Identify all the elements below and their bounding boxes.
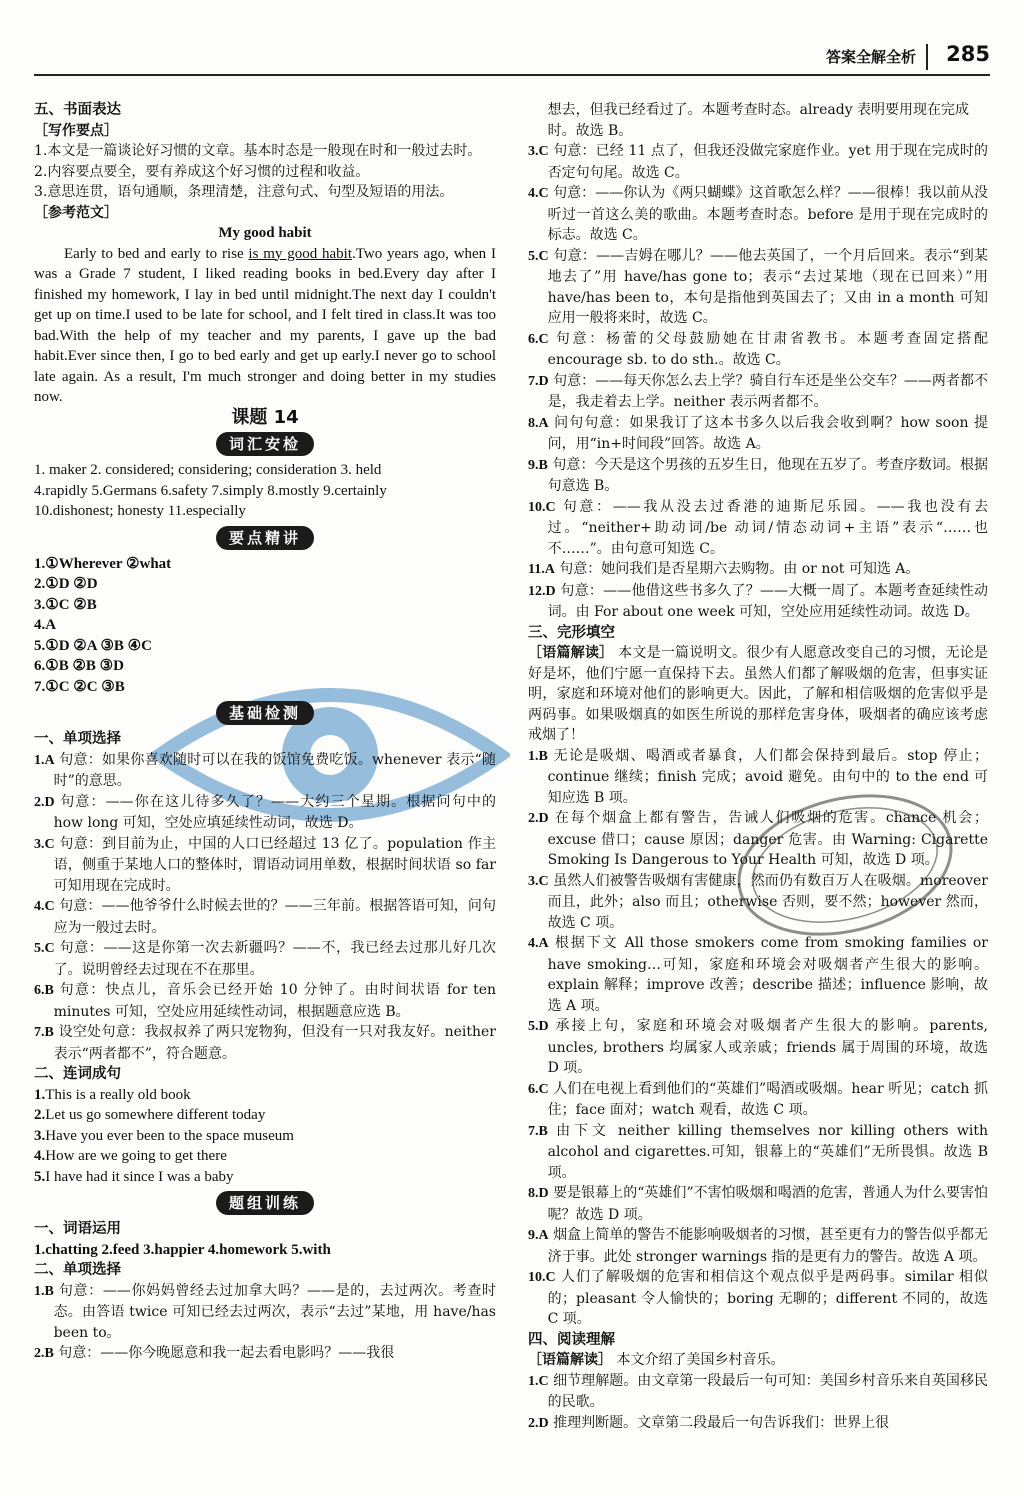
answer-item: 11.A 句意：她问我们是否星期六去购物。由 or not 可知选 A。 [528,561,920,577]
sentence-item: 5.I have had it since I was a baby [34,1168,234,1185]
keypoint-line: 4.A [34,617,57,633]
answer-item: 3.C 虽然人们被警告吸烟有害健康，然而仍有数百万人在吸烟。moreover 而且，此外；also 而且；otherwise 否则，要不然；however 然而，故选 C 项。 [528,872,988,931]
answer-item: 2.D 句意：——你在这儿待多久了？——大约三个星期。根据问句中的 how long 可知，空处应填延续性动词，故选 D。 [34,793,496,831]
section-heading: 四、阅读理解 [528,1331,615,1348]
answer-item: 3.C 句意：到目前为止，中国的人口已经超过 13 亿了。population 作主语，侧重于某地人口的整体时，谓语动词用单数，根据时间状语 so far 可知用现在完成时。 [34,835,496,894]
banner-vocab: 词汇安检 [216,432,314,456]
page-number: 285 [946,42,990,66]
answer-item: 7.B 设空处句意：我叔叔养了两只宠物狗，但没有一只对我友好。neither 表示“两者都不”，符合题意。 [34,1024,496,1062]
left-column [34,100,496,1365]
answer-item: 6.C 人们在电视上看到他们的“英雄们”喝酒或吸烟。hear 听见；catch 抓住；face 面对；watch 观看，故选 C 项。 [528,1080,988,1118]
sentence-item: 3.Have you ever been to the space museum [34,1127,294,1144]
answer-item: 3.C 句意：已经 11 点了，但我还没做完家庭作业。yet 用于现在完成时的否定句句尾。故选 C。 [528,143,988,181]
writing-point: 1.本文是一篇谈论好习惯的文章。基本时态是一般现在时和一般过去时。 [34,143,482,159]
section-heading: 二、连词成句 [34,1066,121,1082]
answer-item: 10.C 句意：——我从没去过香港的迪斯尼乐园。——我也没有去过。“neither+助动词/be 动词/情态动词+主语”表示“……也不……”。由句意可知选 C。 [528,498,988,557]
writing-points-label: ［写作要点］ [34,122,118,139]
sample-essay-label: ［参考范文］ [34,204,118,221]
answer-item: 5.C 句意：——吉姆在哪儿？——他去英国了，一个月后回来。表示“到某地去了”用 have/has gone to；表示“去过某地（现在已回来）”用 have/has been to，本句是指他到英国去了；又由 in a month 可知应用一般将来时，故选 C。 [528,247,988,326]
answer-item: 4.C 句意：——你认为《两只蝴蝶》这首歌怎么样？——很棒！我以前从没听过一首这么美的歌曲。本题考查时态。before 是用于现在完成时的标志。故选 C。 [528,185,988,243]
keypoint-line: 7.①C ②C ③B [34,678,125,695]
answer-item: 4.A 根据下文 All those smokers come from smoking families or have smoking…可知，家庭和环境会对吸烟者产生很大的影响。explain 解释；improve 改善；describe 描述；influence 影响，故选 A 项。 [528,935,988,1014]
right-column [528,100,988,1434]
answer-item: 1.A 句意：如果你喜欢随时可以在我的饭馆免费吃饭。whenever 表示“随时”的意思。 [34,751,496,789]
banner-keypoints: 要点精讲 [216,526,314,550]
writing-point: 2.内容要点要全，要有养成这个好习惯的过程和收益。 [34,163,370,180]
section-heading: 一、单项选择 [34,731,121,747]
keypoint-line: 3.①C ②B [34,596,97,613]
answer-item: 1.B 句意：——你妈妈曾经去过加拿大吗？——是的，去过两次。考查时态。由答语 twice 可知已经去过两次，表示“去过”某地，用 have/has been to。 [34,1282,496,1341]
keypoint-line: 5.①D ②A ③B ④C [34,637,152,654]
answer-item: 7.D 句意：——每天你怎么去上学？骑自行车还是坐公交车？——两者都不是，我走着去上学。neither 表示两者都不。 [528,372,988,410]
page-header [34,42,990,76]
sentence-item: 2.Let us go somewhere different today [34,1107,266,1123]
continued-text: 想去，但我已经看过了。本题考查时态。already 表明要用现在完成时。故选 B。 [547,102,970,139]
answer-item: 9.A 烟盒上简单的警告不能影响吸烟者的习惯，甚至更有力的警告似乎都无济于事。此处 stronger warnings 指的是更有力的警告。故选 A 项。 [528,1227,988,1265]
header-title: 答案全解全析 [825,48,916,66]
answer-item: 10.C 人们了解吸烟的危害和相信这个观点似乎是两码事。similar 相似的；pleasant 令人愉快的；boring 无聊的；different 不同的，故选 C 项。 [528,1269,988,1327]
answer-item: 6.B 句意：快点儿，音乐会已经开始 10 分钟了。由时间状语 for ten minutes 可知，空处应用延续性动词，根据题意应选 B。 [34,982,496,1020]
header-divider [926,44,928,70]
vocab-line: 1. maker 2. considered; considering; consideration 3. held [34,462,382,478]
section-heading: 五、书面表达 [34,102,121,118]
writing-point: 3.意思连贯，语句通顺，条理清楚，注意句式、句型及短语的用法。 [34,184,454,200]
answer-item: 12.D 句意：——他借这些书多久了？——大概一周了。本题考查延续性动词。由 For about one week 可知，空处应用延续性动词。故选 D。 [528,582,988,620]
answer-item: 1.C 细节理解题。由文章第一段最后一句可知：美国乡村音乐来自英国移民的民歌。 [528,1372,988,1410]
answer-item: 2.D 在每个烟盒上都有警告，告诫人们吸烟的危害。chance 机会；excuse 借口；cause 原因；danger 危害。由 Warning: Cigarette Smoking Is Dangerous to Your Health 可知，故选 D 项。 [528,810,988,868]
answer-item: 2.D 推理判断题。文章第二段最后一句告诉我们：世界上很 [528,1414,890,1431]
answer-item: 7.B 由下文 neither killing themselves nor killing others with alcohol and cigarettes.可知，银幕上的“英雄们”无所畏惧。故选 B 项。 [528,1122,988,1181]
essay-title: My good habit [218,225,312,241]
sentence-item: 4.How are we going to get there [34,1148,227,1164]
answer-item: 5.D 承接上句，家庭和环境会对吸烟者产生很大的影响。parents, uncles, brothers 均属家人或亲戚；friends 属于周围的环境，故选 D 项。 [528,1018,988,1076]
section-heading: 三、完形填空 [528,624,615,641]
sentence-item: 1.This is a really old book [34,1086,191,1103]
banner-group-training: 题组训练 [216,1191,314,1215]
keypoint-line: 6.①B ②B ③D [34,658,124,674]
answer-item: 8.A 问句句意：如果我订了这本书多久以后我会收到啊？how soon 提问，用“in+时间段”回答。故选 A。 [528,414,988,452]
passage-intro: ［语篇解读］ 本文是一篇说明文。很少有人愿意改变自己的习惯，无论是好是坏，他们宁愿一直保持下去。虽然人们都了解吸烟的危害，但事实证明，家庭和环境对他们的影响更大。因此，了解和相信吸烟的危害似乎是两码事。如果吸烟真的如医生所说的那样危害身体，吸烟者的确应该考虑戒烟了！ [528,645,989,743]
keypoint-line: 1.①Wherever ②what [34,555,172,572]
lesson-title: 课题 14 [231,406,299,428]
essay-underlined-phrase: is my good habit [248,245,353,262]
answer-item: 2.B 句意：——你今晚愿意和我一起去看电影吗？——我很 [34,1345,395,1361]
banner-basic-test: 基础检测 [216,701,314,725]
keypoint-line: 2.①D ②D [34,576,98,592]
word-use-line: 1.chatting 2.feed 3.happier 4.homework 5.with [34,1241,331,1258]
vocab-line: 4.rapidly 5.Germans 6.safety 7.simply 8.mostly 9.certainly [34,482,387,499]
section-heading: 一、词语运用 [34,1221,121,1237]
section-heading: 二、单项选择 [34,1262,121,1278]
essay-body: Early to bed and early to rise is my good habit.Two years ago, when I was a Grade 7 student, I liked reading books in bed.Every day after I finished my homework, I lay in bed until midnight.The next day I couldn't get up on time.I used to be late for school, and I felt tired in class.It was too bad.With the help of my teacher and my parents, I gave up the bad habit.Ever since then, I go to bed early and get up early.I never go to school late again. As a result, I'm much stronger and doing better in my studies now. [34,245,496,405]
vocab-line: 10.dishonest; honesty 11.especially [34,503,246,519]
answer-item: 4.C 句意：——他爷爷什么时候去世的？——三年前。根据答语可知，问句应为一般过去时。 [34,898,496,936]
answer-item: 9.B 句意：今天是这个男孩的五岁生日，他现在五岁了。考查序数词。根据句意选 B。 [528,456,988,494]
passage-intro: ［语篇解读］ 本文介绍了美国乡村音乐。 [528,1352,785,1368]
answer-item: 8.D 要是银幕上的“英雄们”不害怕吸烟和喝酒的危害，普通人为什么要害怕呢？故选 D 项。 [528,1185,988,1223]
answer-item: 6.C 句意：杨蕾的父母鼓励她在甘肃省教书。本题考查固定搭配 encourage sb. to do sth.。故选 C。 [528,330,988,368]
answer-item: 1.B 无论是吸烟、喝酒或者暴食，人们都会保持到最后。stop 停止；continue 继续；finish 完成；avoid 避免。由句中的 to the end 可知应选 B 项。 [528,747,988,806]
answer-item: 5.C 句意：——这是你第一次去新疆吗？——不，我已经去过那儿好几次了。说明曾经去过现在不在那里。 [34,940,496,978]
